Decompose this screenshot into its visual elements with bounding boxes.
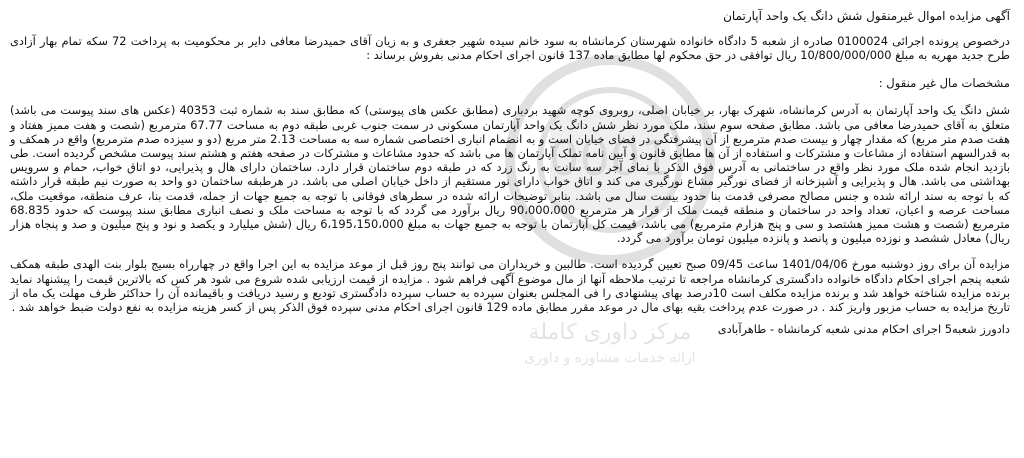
notice-title: آگهی مزایده اموال غیرمنقول شش دانگ یک واحد آپارتمان	[723, 9, 1010, 23]
svg-text:0001: 0001	[548, 131, 672, 187]
property-heading: مشخصات مال غیر منقول :	[878, 76, 1010, 91]
notice-paragraph-auction: مزایده آن برای روز دوشنبه مورخ 1401/04/06 ساعت 09/45 صبح تعیین گردیده است. طالبین و خریداران می توانند پنج روز قبل از موعد مزایده به این اجرا واقع در چهارراه بسیج بلوار بنت الهدی طبقه همکف شعبه پنجم اجرای احکام دادگاه خانواده دادگستری کرمانشاه مراجعه تا ترتیب ملاحظه آنها از مال موضوع آگهی فراهم شود . مزایده از قیمت ارزیابی شده شروع می شود هر کس که بالاترین قیمت را پیشنهاد نماید برنده مزایده شناخته خواهد شد و برنده مزایده مکلف است 10درصد بهای پیشنهادی را فی المجلس بعنوان سپرده به حساب سپرده دادگستری تودیع و رسید دریافت و باقیمانده آن را حداکثر ظرف مهلت یک ماه از تاریخ مزایده به حساب مزبور واریز کند . در صورت عدم پرداخت بقیه بهای مال در موعد مقرر مطابق ماده 129 قانون اجرای احکام مدنی سپرده فوق الذکر پس از کسر هزینه مزایده به نفع دولت ضبط خواهد شد .	[10, 257, 1010, 315]
notice-signature: دادورز شعبه5 اجرای احکام مدنی شعبه کرمانشاه - طاهرآبادی	[717, 322, 1010, 337]
notice-paragraph-case: درخصوص پرونده اجرائی 0100024 صادره از شعبه 5 دادگاه خانواده شهرستان کرمانشاه به سود خانم سیده شهیر جعفری و به زیان آقای حمیدرضا معافی دایر بر محکومیت به پرداخت 72 سکه تمام بهار آزادی طرح جدید مهریه به مبلغ 10/800/000/000 ریال توافقی در حق محکوم لها مطابق ماده 137 قانون اجرای احکام مدنی بفروش برساند :	[10, 34, 1010, 63]
watermark-line-1: مرکز داوری کاملة	[528, 320, 692, 345]
notice-paragraph-property: شش دانگ یک واحد آپارتمان به آدرس کرمانشاه، شهرک بهار، بر خیابان اصلی، روبروی کوچه شهید بردباری (مطابق عکس های پیوستی) که مطابق سند به شماره ثبت 40353 (عکس های سند پیوست می باشد) متعلق به آقای حمیدرضا معافی می باشد. مطابق صفحه سوم سند، ملک مورد نظر شش دانگ یک واحد آپارتمان مسکونی در سمت جنوب غربی طبقه دوم به مساحت 67.77 مترمربع (شصت و هفت ممیز هفتاد و هفت صدم متر مربع) که مقدار چهار و بیست صدم مترمربع از آن پیشرفتگی در فضای خیابان است و به انضمام انباری اختصاصی شماره سه به مساحت 2.13 متر مربع (دو و سیزده صدم مترمربع) واقع در همکف و به قدرالسهم استفاده از مشاعات و مشترکات و استفاده از آن ها مطابق قانون و آیین نامه تملک آپارتمان ها می باشد که حدود مشاعات و مشترکات در صفحه هفتم و هشتم سند پیوست مشخص گردیده است. طی بازدید انجام شده ملک مورد نظر واقع در ساختمانی به آدرس فوق الذکر با نمای آجر سه سانت به رنگ زرد که در طبقه دوم ساختمان قرار دارد. ساختمان دارای هال و پذیرایی، دو اتاق خواب، حمام و سرویس بهداشتی می باشد. هال و پذیرایی و آشپزخانه از فضای نورگیر مشاع نورگیری می کند و اتاق خواب دارای نور مستقیم از داخل خیابان اصلی می باشد. در هرطبقه ساختمان دو واحد به صورت نیم طبقه قرار داشته که با توجه به سند ارائه شده و جنس مصالح مصرفی قدمت بنا حدود بیست سال می باشد. بنابر توضیحات ارائه شده در سطرهای فوقانی با توجه به جمیع جهات از جمله، قدمت بنا، عرف منطقه، موقعیت ملک، مساحت عرصه و اعیان، تعداد واحد در ساختمان و منطقه قیمت ملک از قرار هر مترمربع 90،000،000 ریال برآورد می گردد که با توجه به مساحت ملک و نصف انباری مطابق سند پیوست که حدود 68.835 مترمربع (شصت و هشت ممیز هشتصد و سی و پنج هزارم مترمربع) می باشد، قیمت کل آپارتمان با توجه به جمیع جهات به مبلغ 6،195،150،000 ریال (شش میلیارد و یکصد و نود و پنج میلیون و صد و پنجاه هزار ریال) معادل ششصد و نوزده میلیون و پانصد و پانزده میلیون تومان برآورد می گردد.	[10, 103, 1011, 246]
watermark-line-2: ارائه خدمات مشاوره و داوری	[524, 350, 696, 366]
notice-content	[10, 8, 1010, 336]
